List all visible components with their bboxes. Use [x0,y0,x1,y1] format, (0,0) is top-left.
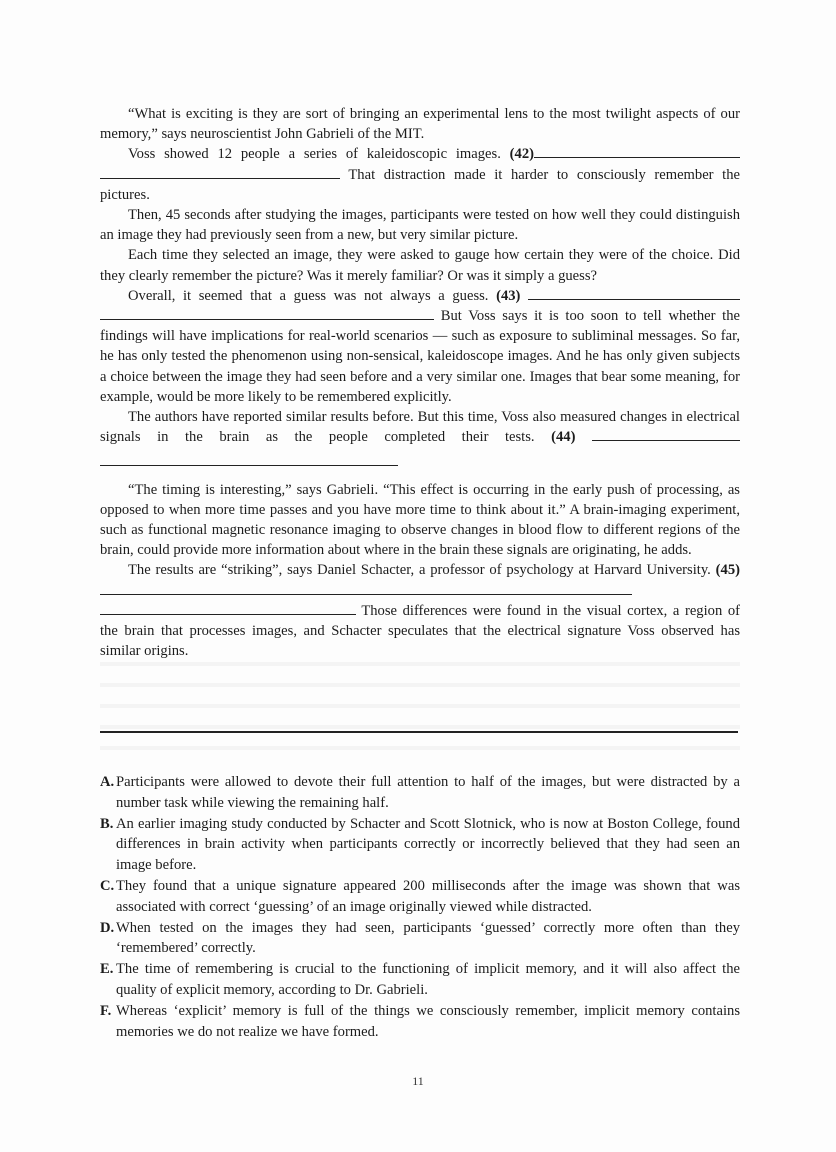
blank-44-label: (44) [551,429,576,446]
paragraph-2 [100,144,740,205]
option-d[interactable] [100,918,740,960]
option-letter: B. [100,815,114,832]
blank-45-line[interactable] [100,582,632,595]
option-letter: A. [100,774,115,790]
blank-43-line-continued[interactable] [100,307,434,320]
option-a[interactable] [100,772,740,814]
option-e[interactable] [100,959,740,1001]
option-letter: C. [100,877,115,894]
paragraph-3: Then, 45 seconds after studying the images, participants were tested on how well they could distinguish an image they had previously seen from a new, but very similar picture. [100,207,740,244]
paragraph-2-text-before: Voss showed 12 people a series of kaleidoscopic images. [128,146,501,163]
option-text: They found that a unique signature appeared 200 milliseconds after the image was shown that was associated with correct ‘guessing’ of an image originally viewed while distracted. [116,877,740,915]
blank-43-label: (43) [496,287,521,304]
paragraph-5-text-after: But Voss says it is too soon to tell whether the findings will have implications for real-world scenarios — such as exposure to subliminal messages. So far, he has only tested the phenomenon using non-sensical, kaleidoscope images. And he has only given subjects a choice between the image they had seen before and a very similar one. Images that bear some meaning, for example, would be more likely to be remembered explicitly. [100,308,740,405]
paragraph-2-text-after: That distraction made it harder to consciously remember the pictures. [100,166,740,203]
option-text: When tested on the images they had seen, participants ‘guessed’ correctly more often than they ‘remembered’ correctly. [116,919,740,957]
option-text: The time of remembering is crucial to the functioning of implicit memory, and it will also affect the quality of explicit memory, according to Dr. Gabrieli. [116,961,740,998]
blank-42-line-continued[interactable] [100,166,340,179]
answer-options [100,772,740,1042]
blank-45-line-continued[interactable] [100,602,356,615]
option-letter: E. [100,961,114,978]
page-number: 11 [412,1074,424,1088]
blank-42-line[interactable] [534,145,740,158]
blank-44-line-continued[interactable] [100,453,398,466]
paragraph-8-text-after: Those differences were found in the visual cortex, a region of the brain that processes images, and Schacter speculates that the electrical signature Voss observed has similar origins. [100,602,741,660]
option-letter: F. [100,1002,112,1019]
blank-42-label: (42) [509,146,534,163]
option-c[interactable] [100,876,740,918]
paragraph-8 [100,560,740,661]
blank-43-line[interactable] [528,287,740,300]
paragraph-1: “What is exciting is they are sort of bringing an experimental lens to the most twilight aspects of our memory,” says neuroscientist John Gabrieli of the MIT. [100,106,740,143]
paragraph-7: “The timing is interesting,” says Gabrieli. “This effect is occurring in the early push of processing, as opposed to when more time passes and you have more time to think about it.” A brain-imaging experiment, such as functional magnetic resonance imaging to observe changes in blood flow to different regions of the brain, could provide more information about where in the brain these signals are originating, he adds. [100,481,740,559]
option-b[interactable] [100,814,740,876]
blank-44-line[interactable] [592,428,740,441]
paragraph-6 [100,407,740,473]
paragraph-6-text-before: The authors have reported similar results before. But this time, Voss also measured changes in electrical signals in the brain as the people completed their tests. [100,409,740,446]
paragraph-8-text-before: The results are “striking”, says Daniel Schacter, a professor of psychology at Harvard University. [128,562,711,579]
option-text: Whereas ‘explicit’ memory is full of the things we consciously remember, implicit memory contains memories we do not realize we have formed. [116,1002,740,1040]
paragraph-5-text-before: Overall, it seemed that a guess was not always a guess. [128,287,489,304]
section-divider [100,731,738,733]
option-text: An earlier imaging study conducted by Schacter and Scott Slotnick, who is now at Boston College, found differences in brain activity when participants correctly or incorrectly believed that they had seen an image before. [116,815,740,874]
paragraph-4: Each time they selected an image, they were asked to gauge how certain they were of the choice. Did they clearly remember the picture? Was it merely familiar? Or was it simply a guess? [100,247,740,284]
option-text: Participants were allowed to devote their full attention to half of the images, but were distracted by a number task while viewing the remaining half. [116,774,740,811]
passage [100,104,740,661]
bleed-through-texture [100,650,740,760]
option-f[interactable] [100,1001,740,1043]
paragraph-5 [100,286,740,407]
blank-45-label: (45) [715,562,740,579]
option-letter: D. [100,919,115,936]
